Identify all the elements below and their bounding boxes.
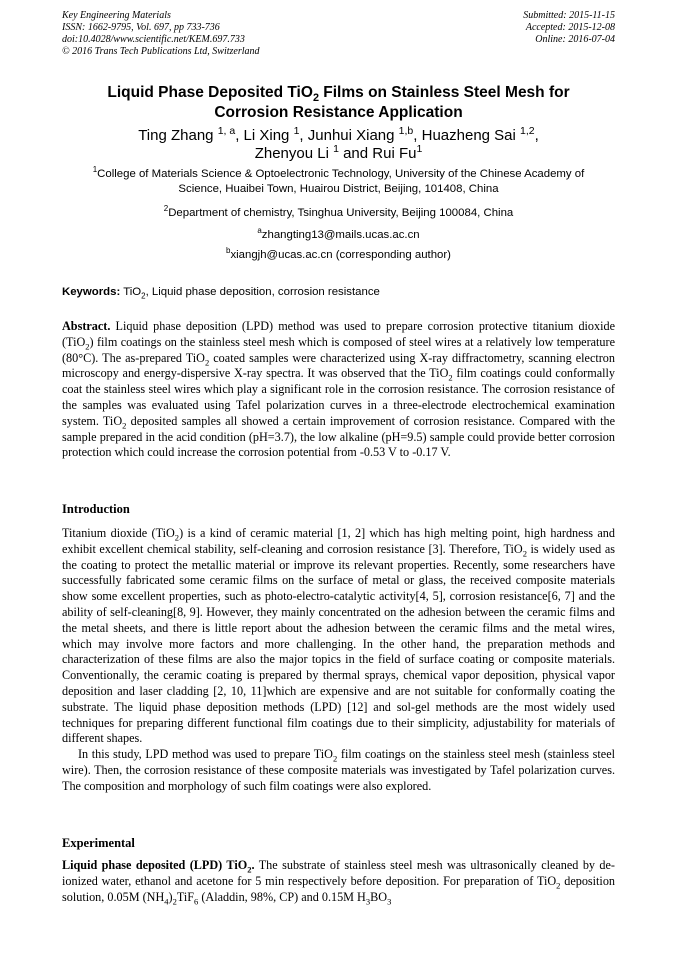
- publication-info: [62, 10, 260, 58]
- section-heading-introduction: Introduction: [62, 502, 130, 516]
- email-link[interactable]: zhangting13@mails.ucas.ac.cn: [261, 229, 420, 241]
- paragraph: In this study, LPD method was used to prepare TiO$_2$ film coatings on the stainless steel mesh (stainless steel wire). Then, the corrosion resistance of these composite materials was investigated by Tafel polarization curves. The composition and morphology of such film coatings were also explored.: [62, 747, 615, 793]
- paper-title: Liquid Phase Deposited TiO$_2$ Films on Stainless Steel Mesh for Corrosion Resistance Application: [107, 84, 570, 121]
- paragraph: Titanium dioxide (TiO$_2$) is a kind of ceramic material [1, 2] which has high melting point, high hardness and exhibit excellent chemical stability, self-cleaning and corrosion resistance [3]. Therefore, TiO$_2$ is widely used as the coating to protect the metallic material or improve its relevant properties. Recently, some researchers have successfully fabricated some ceramic films on the surface of metal or glass, the received composite materials show some excellent properties, such as photo-electro-catalytic activity[4, 5], corrosion resistance[6, 7] and the ability of self-cleaning[8, 9]. However, they mainly concentrated on the adhesion between the ceramic films and the metal sheets, and there is little report about the adhesion between the ceramic films and the metal wires, which may involve more factors and more challenging. In the other hand, the preparation methods and characterization of these films are also the major topics in the field of surface coating or composite materials. Conventionally, the ceramic coating is prepared by thermal sprays, chemical vapor deposition, physical vapor deposition and laser cladding [2, 10, 11]which are expensive and are not suitable for conformally coating the substrate. The liquid phase deposition methods (LPD) [12] and sol-gel methods are the most widely used techniques for preparing different functional film coatings due to their simplicity, adjustability for materials of different shapes.: [62, 526, 615, 746]
- section-heading-experimental: Experimental: [62, 836, 135, 850]
- keywords-label: Keywords:: [62, 286, 121, 298]
- keywords: Keywords: TiO$_2$, Liquid phase deposition, corrosion resistance: [62, 286, 380, 301]
- email-link[interactable]: xiangjh@ucas.ac.cn (corresponding author): [230, 249, 451, 261]
- author-list: Ting Zhang $^{1, a}$, Li Xing $^1$, Junhui Xiang $^{1,b}$, Huazheng Sai $^{1,2}$, Zhenyou Li $^1$ and Rui Fu$^1$: [138, 125, 539, 162]
- online-date: Online: 2016-07-04: [535, 34, 615, 45]
- abstract: Abstract. Liquid phase deposition (LPD) method was used to prepare corrosion protective titanium dioxide (TiO$_2$) film coatings on the stainless steel mesh which is composed of steel wires at a relatively low temperature (80°C). The as-prepared TiO$_2$ coated samples were characterized using X-ray diffractometry, scanning electron microscopy and energy-dispersive X-ray spectra. It was observed that the TiO$_2$ film coatings could conformally coat the stainless steel wires which play a significant role in the corrosion resistance. The corrosion resistance of the samples was evaluated using Tafel polarization curves in a three-electrode electrochemical examination system. TiO$_2$ deposited samples all showed a certain improvement of corrosion resistance. Compared with the sample prepared in the acid condition (pH=3.7), the low alkaline (pH=9.5) sample could provide better corrosion protection which could increase the corrosion potential from -0.53 V to -0.17 V.: [62, 319, 615, 460]
- issn-line: ISSN: 1662-9795, Vol. 697, pp 733-736: [62, 22, 220, 33]
- subsection-lead: Liquid phase deposited (LPD) TiO$_2$.: [62, 858, 255, 875]
- accepted-date: Accepted: 2015-12-08: [525, 22, 615, 33]
- experimental-body: [62, 858, 615, 905]
- abstract-label: Abstract.: [62, 319, 111, 333]
- author-name: Ting Zhang: [138, 127, 214, 144]
- author-name: , Li Xing: [235, 127, 290, 144]
- publication-dates: [523, 10, 615, 46]
- author-name: and Rui Fu: [338, 145, 417, 162]
- email-a: $^a$zhangting13@mails.ucas.ac.cn: [257, 226, 420, 241]
- introduction-body: [62, 526, 615, 795]
- doi-line[interactable]: doi:10.4028/www.scientific.net/KEM.697.733: [62, 34, 245, 45]
- submitted-date: Submitted: 2015-11-15: [523, 10, 615, 21]
- paragraph: Liquid phase deposited (LPD) TiO$_2$. The substrate of stainless steel mesh was ultrasonically cleaned by de-ionized water, ethanol and acetone for 5 min respectively before deposition. For preparation of TiO$_2$ deposition solution, 0.05M $(NH_4)_2TiF_6$ (Aladdin, 98%, CP) and 0.15M $H_3BO_3$: [62, 858, 616, 907]
- affiliation-1: $^1$College of Materials Science & Optoelectronic Technology, University of the Chinese Academy of Science, Huaibei Town, Huairou District, Beijing, 101408, China: [92, 165, 585, 195]
- author-name: Zhenyou Li: [254, 145, 329, 162]
- journal-name: Key Engineering Materials: [62, 10, 171, 21]
- affiliation-2: $^2$Department of chemistry, Tsinghua University, Beijing 100084, China: [163, 204, 514, 219]
- author-name: , Junhui Xiang: [299, 127, 395, 144]
- copyright-line: © 2016 Trans Tech Publications Ltd, Switzerland: [62, 46, 260, 57]
- email-b: $^b$xiangjh@ucas.ac.cn (corresponding author): [226, 246, 451, 261]
- author-name: , Huazheng Sai: [413, 127, 516, 144]
